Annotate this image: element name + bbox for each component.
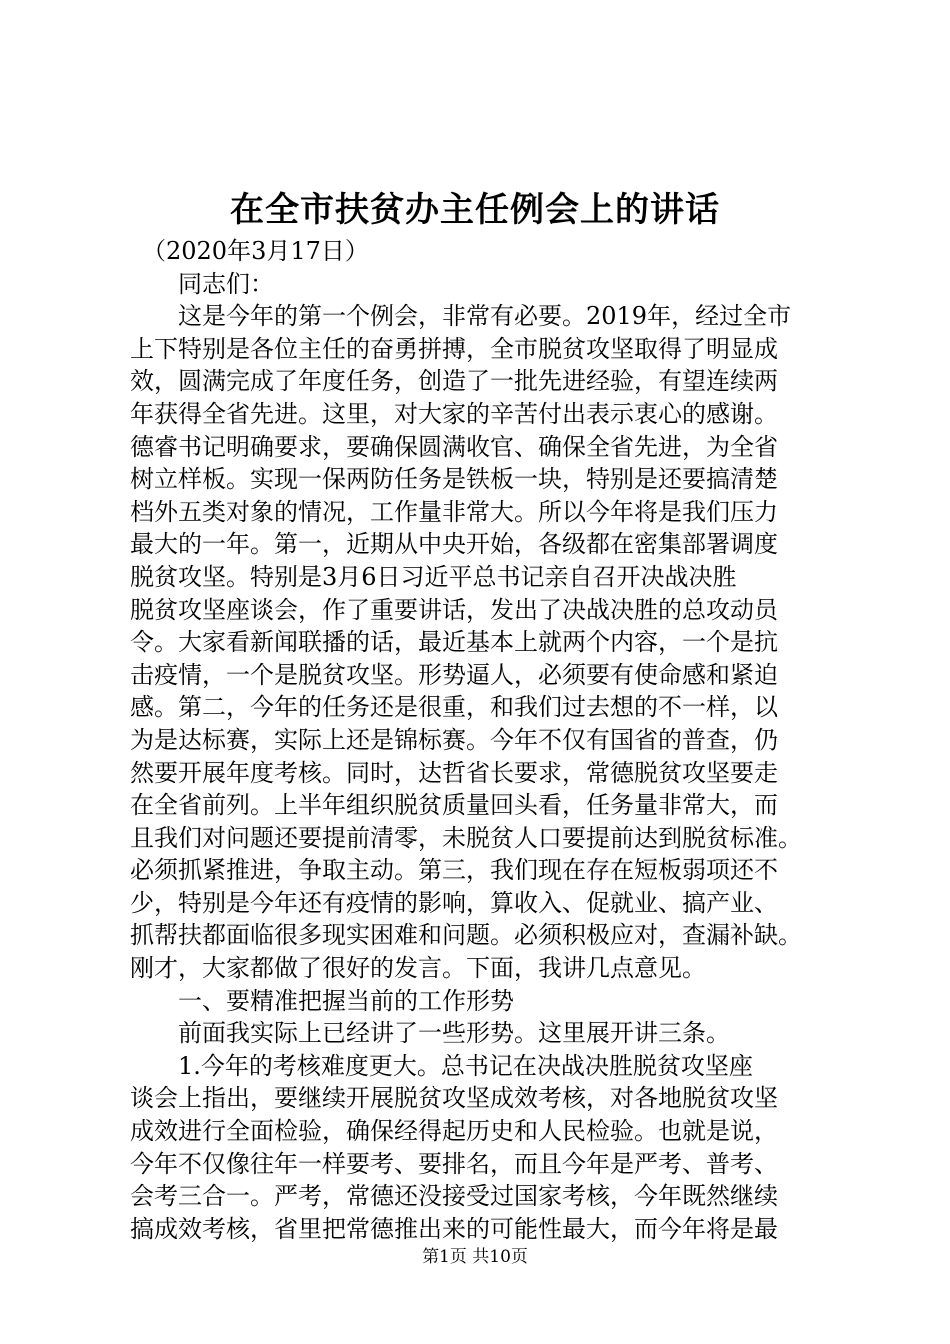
- text-line: 1.今年的考核难度更大。总书记在决战决胜脱贫攻坚座: [130, 1051, 753, 1080]
- text-line: 档外五类对象的情况，工作量非常大。所以今年将是我们压力: [130, 497, 778, 526]
- text-line: 为是达标赛，实际上还是锦标赛。今年不仅有国省的普查，仍: [130, 725, 778, 754]
- text-line: 成效进行全面检验，确保经得起历史和人民检验。也就是说，: [130, 1117, 778, 1146]
- text-line: 这是今年的第一个例会，非常有必要。2019年，经过全市: [130, 302, 792, 331]
- text-line: 最大的一年。第一，近期从中央开始，各级都在密集部署调度: [130, 530, 778, 559]
- text-line: 抓帮扶都面临很多现实困难和问题。必须积极应对，查漏补缺。: [130, 921, 802, 950]
- text-line: 刚才，大家都做了很好的发言。下面，我讲几点意见。: [130, 954, 706, 983]
- text-line: 上下特别是各位主任的奋勇拼搏，全市脱贫攻坚取得了明显成: [130, 334, 778, 363]
- text-line: 树立样板。实现一保两防任务是铁板一块，特别是还要搞清楚: [130, 465, 778, 494]
- text-line: 在全省前列。上半年组织脱贫质量回头看，任务量非常大，而: [130, 791, 778, 820]
- text-line: （2020年3月17日）: [130, 237, 369, 265]
- text-line: 脱贫攻坚。特别是3月6日习近平总书记亲自召开决战决胜: [130, 562, 737, 591]
- text-line: 且我们对问题还要提前清零，未脱贫人口要提前达到脱贫标准。: [130, 823, 802, 852]
- document-body: [130, 235, 850, 1245]
- text-line: 同志们：: [130, 269, 274, 298]
- text-line: 一、要精准把握当前的工作形势: [130, 986, 514, 1015]
- text-line: 然要开展年度考核。同时，达哲省长要求，常德脱贫攻坚要走: [130, 758, 778, 787]
- text-line: 感。第二，今年的任务还是很重，和我们过去想的不一样，以: [130, 693, 778, 722]
- text-line: 前面我实际上已经讲了一些形势。这里展开讲三条。: [130, 1019, 730, 1048]
- text-line: 今年不仅像往年一样要考、要排名，而且今年是严考、普考、: [130, 1149, 778, 1178]
- text-line: 击疫情，一个是脱贫攻坚。形势逼人，必须要有使命感和紧迫: [130, 660, 778, 689]
- text-line: 谈会上指出，要继续开展脱贫攻坚成效考核，对各地脱贫攻坚: [130, 1084, 778, 1113]
- text-line: 搞成效考核，省里把常德推出来的可能性最大，而今年将是最: [130, 1214, 778, 1243]
- text-line: 德睿书记明确要求，要确保圆满收官、确保全省先进，为全省: [130, 432, 778, 461]
- text-line: 令。大家看新闻联播的话，最近基本上就两个内容，一个是抗: [130, 628, 778, 657]
- document-title: 在全市扶贫办主任例会上的讲话: [230, 190, 720, 230]
- text-line: 少，特别是今年还有疫情的影响，算收入、促就业、搞产业、: [130, 888, 778, 917]
- page-footer: 第1页 共10页: [422, 1247, 528, 1267]
- text-line: 年获得全省先进。这里，对大家的辛苦付出表示衷心的感谢。: [130, 399, 778, 428]
- text-line: 效，圆满完成了年度任务，创造了一批先进经验，有望连续两: [130, 367, 778, 396]
- text-line: 会考三合一。严考，常德还没接受过国家考核，今年既然继续: [130, 1182, 778, 1211]
- text-line: 脱贫攻坚座谈会，作了重要讲话，发出了决战决胜的总攻动员: [130, 595, 778, 624]
- text-line: 必须抓紧推进，争取主动。第三，我们现在存在短板弱项还不: [130, 856, 778, 885]
